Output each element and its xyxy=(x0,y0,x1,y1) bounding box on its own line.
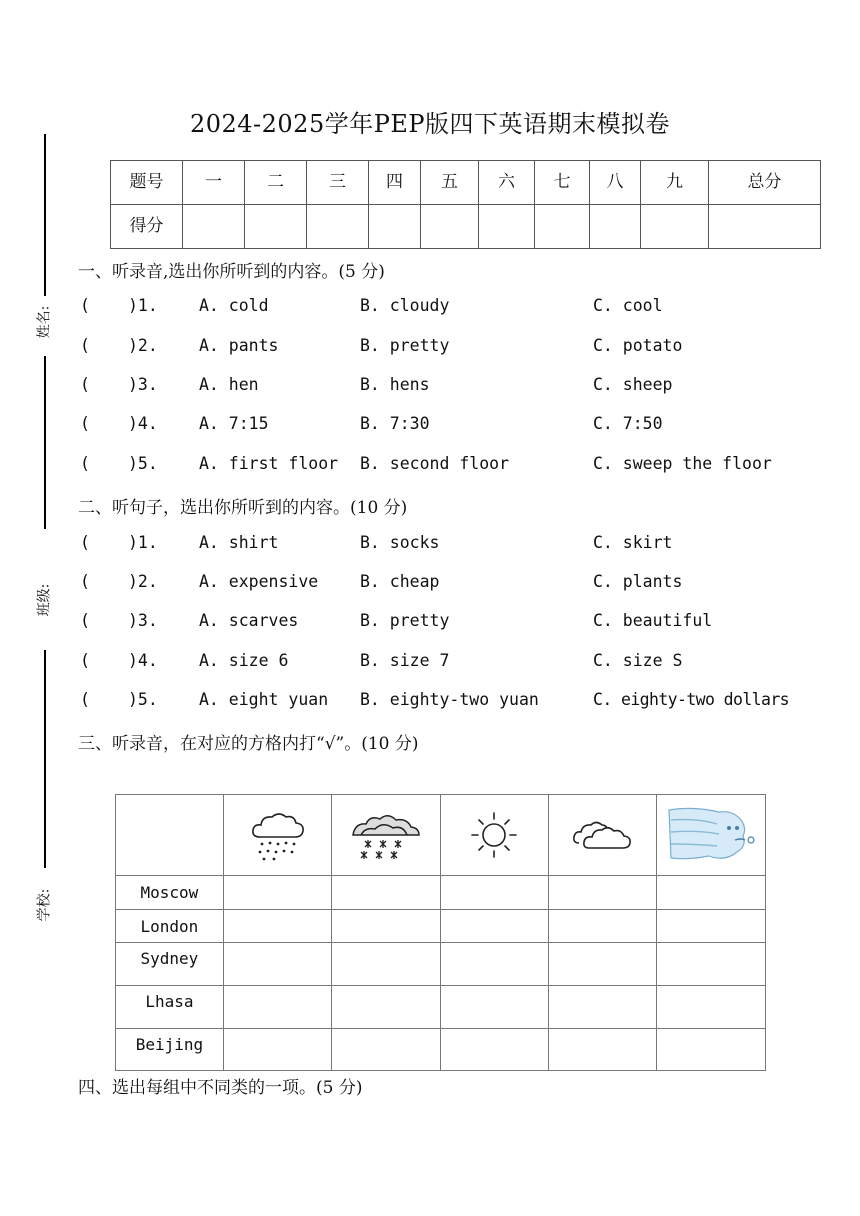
question-number: )5. xyxy=(128,690,158,709)
answer-blank[interactable]: ( xyxy=(80,651,90,670)
question-number: )2. xyxy=(128,572,158,591)
rain-icon xyxy=(248,809,308,861)
check-cell[interactable] xyxy=(657,986,766,1029)
score-header-cell: 七 xyxy=(535,161,590,205)
answer-blank[interactable]: ( xyxy=(80,611,90,630)
table-row xyxy=(116,910,766,943)
cloud-column-header xyxy=(549,795,657,876)
score-input-cell[interactable] xyxy=(421,205,479,249)
option-a: A. eight yuan xyxy=(199,690,329,709)
city-cell: Lhasa xyxy=(116,986,224,1029)
score-header-cell: 三 xyxy=(307,161,369,205)
question-number: )1. xyxy=(128,296,158,315)
check-cell[interactable] xyxy=(332,876,440,910)
score-input-cell[interactable] xyxy=(307,205,369,249)
section1-heading: 一、听录音,选出你所听到的内容。(5 分) xyxy=(78,262,385,282)
option-b: B. 7:30 xyxy=(360,414,430,433)
answer-blank[interactable]: ( xyxy=(80,336,90,355)
score-input-cell[interactable] xyxy=(369,205,421,249)
score-input-cell[interactable] xyxy=(183,205,245,249)
city-cell: Beijing xyxy=(116,1029,224,1071)
snow-icon xyxy=(349,809,423,861)
answer-blank[interactable]: ( xyxy=(80,533,90,552)
check-cell[interactable] xyxy=(440,1029,548,1071)
check-cell[interactable] xyxy=(549,910,657,943)
score-header-cell: 总分 xyxy=(709,161,821,205)
table-row xyxy=(116,986,766,1029)
sun-icon xyxy=(466,809,522,861)
score-value-row xyxy=(111,205,821,249)
option-a: A. size 6 xyxy=(199,651,289,670)
check-cell[interactable] xyxy=(223,1029,331,1071)
option-a: A. 7:15 xyxy=(199,414,269,433)
option-c: C. beautiful xyxy=(593,611,713,630)
check-cell[interactable] xyxy=(440,986,548,1029)
table-row xyxy=(116,876,766,910)
check-cell[interactable] xyxy=(332,910,440,943)
check-cell[interactable] xyxy=(549,1029,657,1071)
option-c: C. potato xyxy=(593,336,683,355)
cloud-icon xyxy=(571,815,635,855)
question-number: )2. xyxy=(128,336,158,355)
score-input-cell[interactable] xyxy=(590,205,641,249)
check-cell[interactable] xyxy=(223,876,331,910)
question-number: )1. xyxy=(128,533,158,552)
question-row xyxy=(78,454,838,478)
exam-title: 2024-2025学年PEP版四下英语期末模拟卷 xyxy=(189,110,671,138)
question-row xyxy=(78,336,838,360)
score-header-cell: 五 xyxy=(421,161,479,205)
score-input-cell[interactable] xyxy=(709,205,821,249)
check-cell[interactable] xyxy=(657,943,766,986)
city-cell: London xyxy=(116,910,224,943)
sun-column-header xyxy=(440,795,548,876)
corner-cell xyxy=(116,795,224,876)
weather-table xyxy=(115,794,766,1071)
score-input-cell[interactable] xyxy=(479,205,535,249)
option-c: C. skirt xyxy=(593,533,673,552)
option-c: C. size S xyxy=(593,651,683,670)
check-cell[interactable] xyxy=(440,876,548,910)
option-a: A. cold xyxy=(199,296,269,315)
option-a: A. hen xyxy=(199,375,259,394)
option-c: C. plants xyxy=(593,572,683,591)
option-a: A. pants xyxy=(199,336,279,355)
binding-line-2 xyxy=(44,356,46,529)
score-header-row xyxy=(111,161,821,205)
snow-column-header xyxy=(332,795,440,876)
check-cell[interactable] xyxy=(223,943,331,986)
score-input-cell[interactable] xyxy=(641,205,709,249)
section4-heading: 四、选出每组中不同类的一项。(5 分) xyxy=(78,1078,363,1098)
check-cell[interactable] xyxy=(657,1029,766,1071)
answer-blank[interactable]: ( xyxy=(80,454,90,473)
check-cell[interactable] xyxy=(657,876,766,910)
option-c: C. sheep xyxy=(593,375,673,394)
weather-icon-row xyxy=(116,795,766,876)
score-input-cell[interactable] xyxy=(535,205,590,249)
check-cell[interactable] xyxy=(332,1029,440,1071)
score-header-cell: 八 xyxy=(590,161,641,205)
option-b: B. hens xyxy=(360,375,430,394)
class-label: 班级: xyxy=(36,583,53,617)
binding-line-3 xyxy=(44,650,46,868)
question-number: )3. xyxy=(128,375,158,394)
score-header-cell: 四 xyxy=(369,161,421,205)
table-row xyxy=(116,943,766,986)
check-cell[interactable] xyxy=(223,986,331,1029)
question-row xyxy=(78,611,838,635)
question-row xyxy=(78,572,838,596)
option-a: A. shirt xyxy=(199,533,279,552)
score-header-cell: 二 xyxy=(245,161,307,205)
check-cell[interactable] xyxy=(332,943,440,986)
option-a: A. first floor xyxy=(199,454,339,473)
name-label: 姓名: xyxy=(36,305,53,339)
check-cell[interactable] xyxy=(223,910,331,943)
score-row-label: 得分 xyxy=(111,205,183,249)
option-c: C. cool xyxy=(593,296,663,315)
city-cell: Moscow xyxy=(116,876,224,910)
option-b: B. eighty-two yuan xyxy=(360,690,539,709)
wind-column-header xyxy=(657,795,766,876)
question-row xyxy=(78,414,838,438)
answer-blank[interactable]: ( xyxy=(80,296,90,315)
option-b: B. cloudy xyxy=(360,296,450,315)
wind-icon xyxy=(663,802,759,868)
check-cell[interactable] xyxy=(549,943,657,986)
check-cell[interactable] xyxy=(440,910,548,943)
city-cell: Sydney xyxy=(116,943,224,986)
question-number: )3. xyxy=(128,611,158,630)
option-c: C. sweep the floor xyxy=(593,454,772,473)
section3-heading: 三、听录音，在对应的方格内打“√”。(10 分) xyxy=(78,734,419,754)
check-cell[interactable] xyxy=(440,943,548,986)
option-a: A. scarves xyxy=(199,611,299,630)
question-number: )4. xyxy=(128,651,158,670)
option-b: B. pretty xyxy=(360,611,450,630)
answer-blank[interactable]: ( xyxy=(80,375,90,394)
question-number: )4. xyxy=(128,414,158,433)
question-row xyxy=(78,375,838,399)
question-number: )5. xyxy=(128,454,158,473)
check-cell[interactable] xyxy=(657,910,766,943)
table-row xyxy=(116,1029,766,1071)
option-b: B. socks xyxy=(360,533,440,552)
school-label: 学校: xyxy=(36,888,53,922)
score-input-cell[interactable] xyxy=(245,205,307,249)
question-row xyxy=(78,651,838,675)
binding-line-1 xyxy=(44,134,46,296)
check-cell[interactable] xyxy=(549,986,657,1029)
score-header-cell: 题号 xyxy=(111,161,183,205)
score-table xyxy=(110,160,821,249)
question-row xyxy=(78,296,838,320)
score-header-cell: 一 xyxy=(183,161,245,205)
question-row xyxy=(78,533,838,557)
answer-blank[interactable]: ( xyxy=(80,690,90,709)
answer-blank[interactable]: ( xyxy=(80,414,90,433)
option-b: B. cheap xyxy=(360,572,440,591)
option-b: B. second floor xyxy=(360,454,510,473)
check-cell[interactable] xyxy=(332,986,440,1029)
answer-blank[interactable]: ( xyxy=(80,572,90,591)
score-header-cell: 六 xyxy=(479,161,535,205)
score-header-cell: 九 xyxy=(641,161,709,205)
question-row xyxy=(78,690,838,714)
option-a: A. expensive xyxy=(199,572,319,591)
option-b: B. size 7 xyxy=(360,651,450,670)
option-c: C. 7:50 xyxy=(593,414,663,433)
option-c: C. eighty-two dollars xyxy=(593,690,790,709)
option-b: B. pretty xyxy=(360,336,450,355)
section2-heading: 二、听句子，选出你所听到的内容。(10 分) xyxy=(78,498,408,518)
rain-column-header xyxy=(223,795,331,876)
check-cell[interactable] xyxy=(549,876,657,910)
